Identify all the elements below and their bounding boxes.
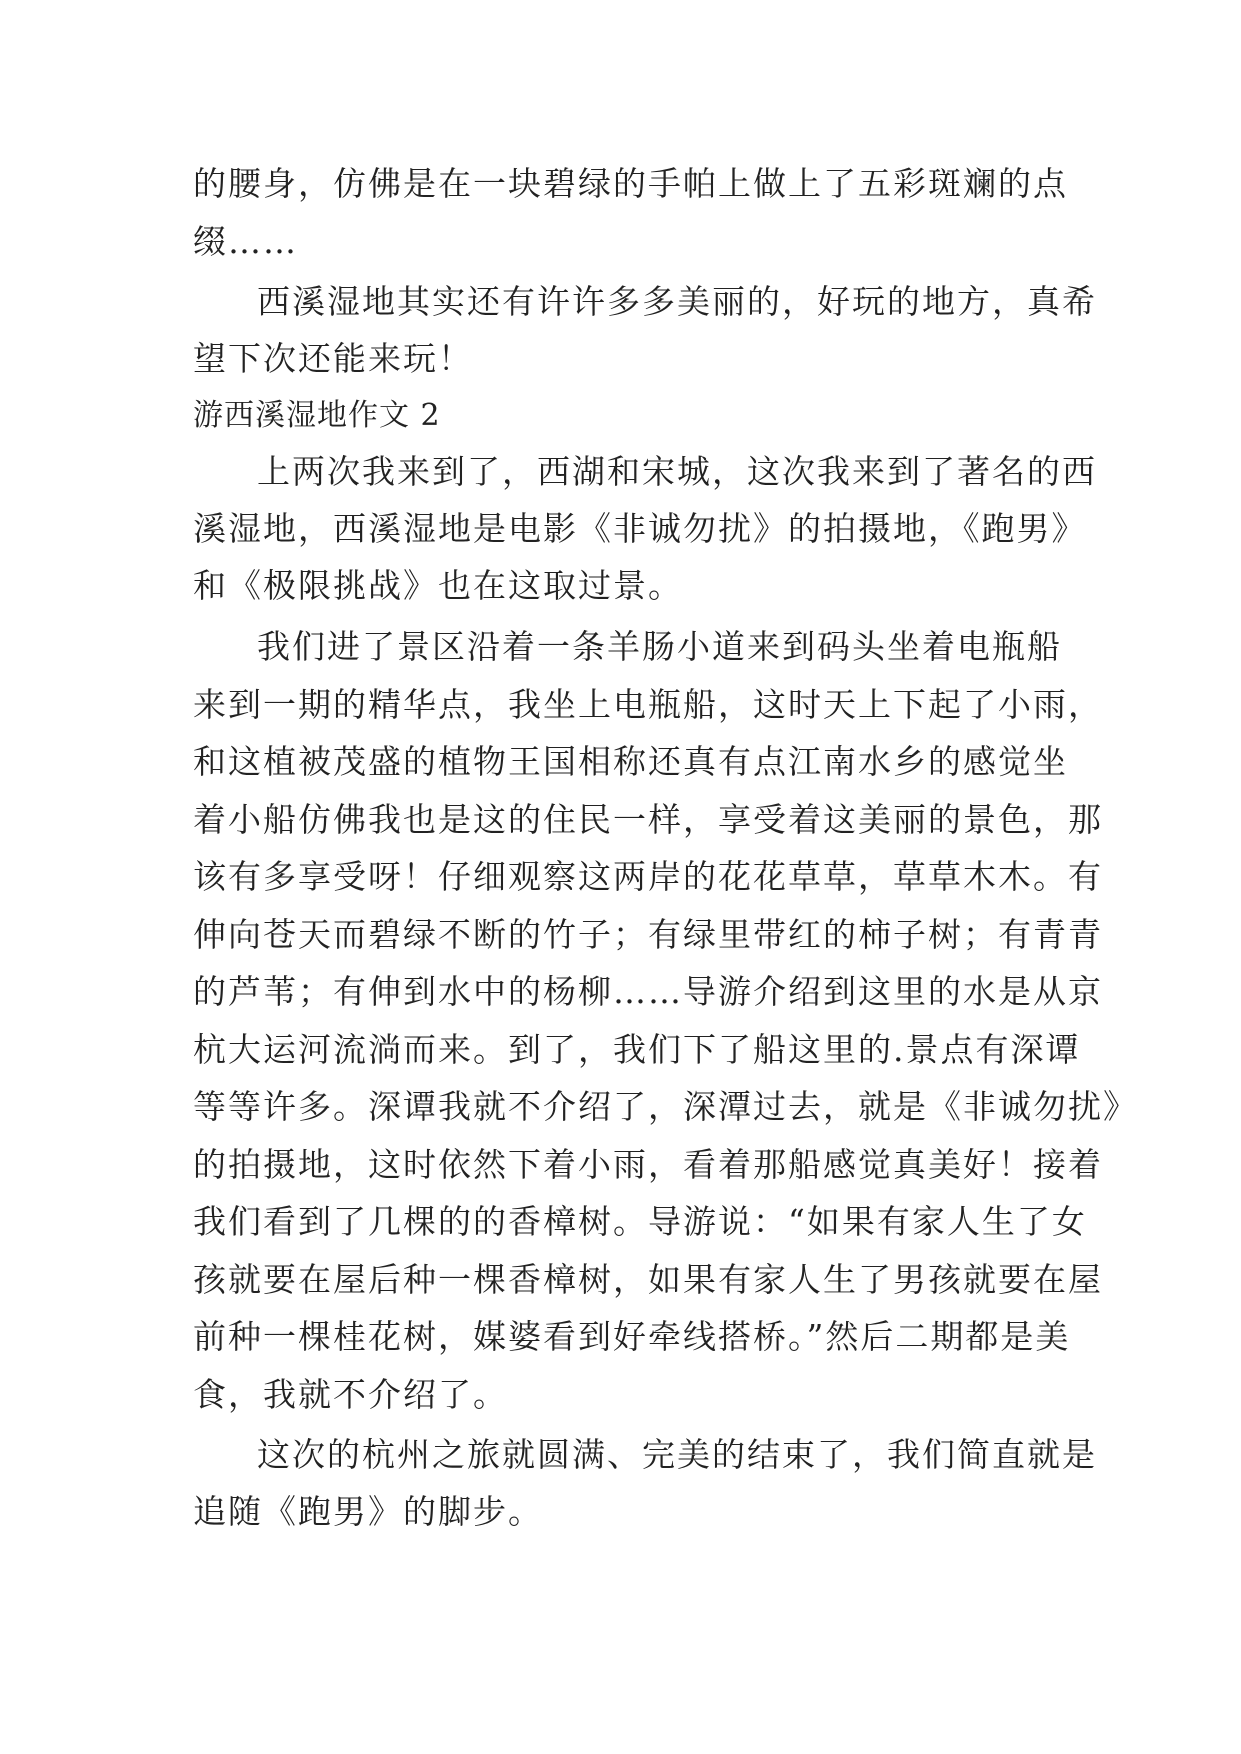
paragraph-line: 食，我就不介绍了。 [193,1375,508,1414]
paragraph-line: 望下次还能来玩！ [193,339,473,378]
paragraph-line: 这次的杭州之旅就圆满、完美的结束了，我们简直就是 [257,1435,1097,1474]
paragraph-line: 追随《跑男》的脚步。 [193,1492,543,1531]
paragraph-line: 该有多享受呀！仔细观察这两岸的花花草草，草草木木。有 [193,857,1103,896]
paragraph-line: 的腰身，仿佛是在一块碧绿的手帕上做上了五彩斑斓的点 [193,164,1068,203]
paragraph-line: 来到一期的精华点，我坐上电瓶船，这时天上下起了小雨， [193,685,1103,724]
paragraph-line: 西溪湿地其实还有许许多多美丽的，好玩的地方，真希 [257,282,1097,321]
paragraph-line: 着小船仿佛我也是这的住民一样，享受着这美丽的景色，那 [193,800,1103,839]
paragraph-line: 我们看到了几棵的的香樟树。导游说：“如果有家人生了女 [193,1202,1087,1241]
paragraph-line: 孩就要在屋后种一棵香樟树，如果有家人生了男孩就要在屋 [193,1260,1103,1299]
paragraph-line: 缀…… [193,222,298,261]
paragraph-line: 杭大运河流淌而来。到了，我们下了船这里的.景点有深谭 [193,1030,1081,1069]
paragraph-line: 伸向苍天而碧绿不断的竹子；有绿里带红的柿子树；有青青 [193,915,1103,954]
paragraph-line: 等等许多。深谭我就不介绍了，深潭过去，就是《非诚勿扰》 [193,1087,1138,1126]
paragraph-line: 溪湿地，西溪湿地是电影《非诚勿扰》的拍摄地，《跑男》 [193,509,1087,548]
paragraph-line: 和这植被茂盛的植物王国相称还真有点江南水乡的感觉坐 [193,742,1068,781]
paragraph-line: 的拍摄地，这时依然下着小雨，看着那船感觉真美好！接着 [193,1145,1103,1184]
paragraph-line: 我们进了景区沿着一条羊肠小道来到码头坐着电瓶船 [257,627,1062,666]
section-heading: 游西溪湿地作文 2 [193,398,441,433]
paragraph-line: 上两次我来到了，西湖和宋城，这次我来到了著名的西 [257,452,1097,491]
paragraph-line: 和《极限挑战》也在这取过景。 [193,566,683,605]
paragraph-line: 的芦苇；有伸到水中的杨柳……导游介绍到这里的水是从京 [193,972,1103,1011]
paragraph-line: 前种一棵桂花树，媒婆看到好牵线搭桥。”然后二期都是美 [193,1317,1071,1356]
